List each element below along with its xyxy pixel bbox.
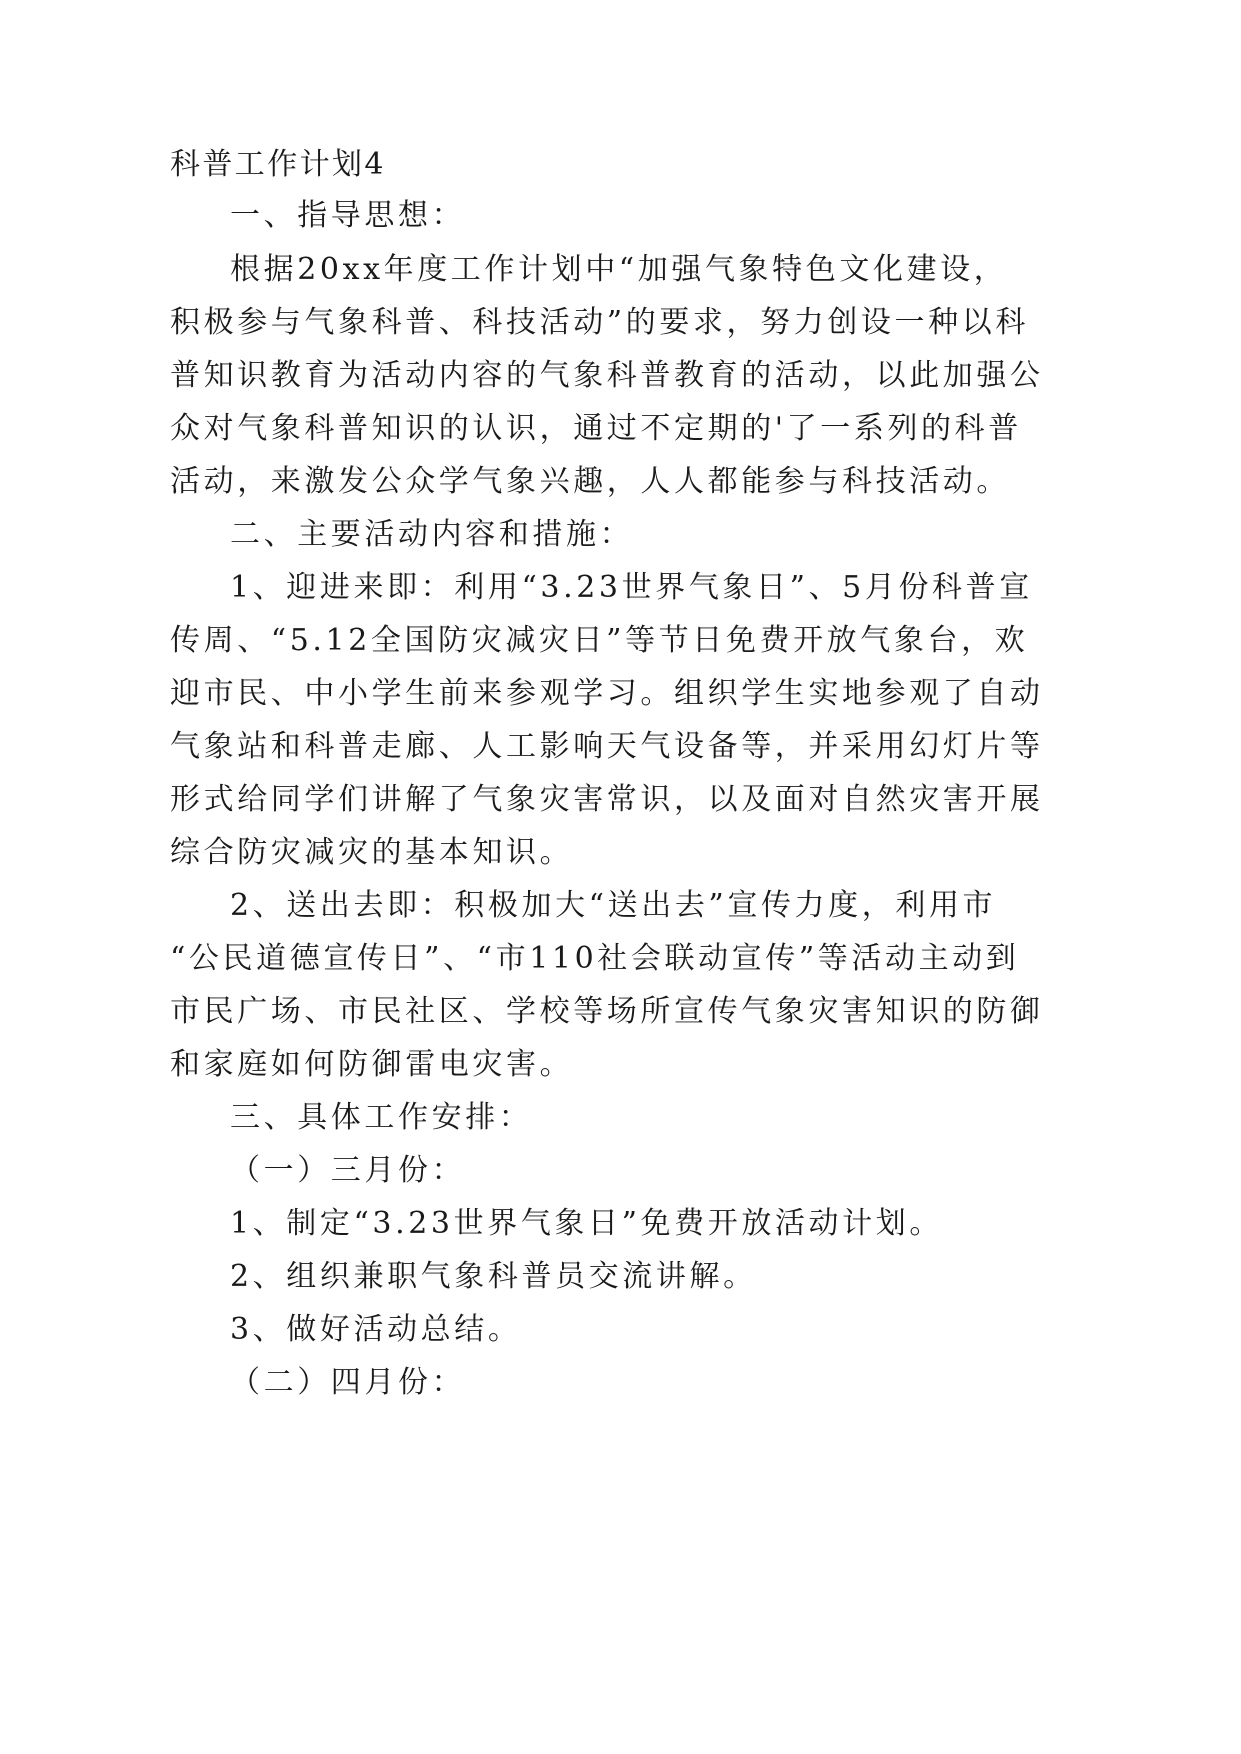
paragraph-line: 市民广场、市民社区、学校等场所宣传气象灾害知识的防御 — [170, 994, 1044, 1029]
paragraph-line: 迎市民、中小学生前来参观学习。组织学生实地参观了自动 — [170, 676, 1044, 711]
list-item: 3、做好活动总结。 — [230, 1312, 522, 1347]
subheading-march: （一）三月份： — [230, 1153, 466, 1188]
paragraph-line: 2、送出去即：积极加大“送出去”宣传力度，利用市 — [230, 888, 997, 923]
list-item: 1、制定“3.23世界气象日”免费开放活动计划。 — [230, 1206, 943, 1241]
paragraph-line: 形式给同学们讲解了气象灾害常识，以及面对自然灾害开展 — [170, 782, 1044, 817]
document-title: 科普工作计划4 — [170, 147, 386, 182]
paragraph-line: 和家庭如何防御雷电灾害。 — [170, 1047, 574, 1082]
paragraph-line: 气象站和科普走廊、人工影响天气设备等，并采用幻灯片等 — [170, 729, 1044, 764]
paragraph-line: “公民道德宣传日”、“市110社会联动宣传”等活动主动到 — [170, 941, 1020, 976]
paragraph-line: 活动，来激发公众学气象兴趣，人人都能参与科技活动。 — [170, 464, 1010, 499]
heading-main-activities: 二、主要活动内容和措施： — [230, 517, 634, 552]
subheading-april: （二）四月份： — [230, 1365, 466, 1400]
paragraph-line: 综合防灾减灾的基本知识。 — [170, 835, 574, 870]
list-item: 2、组织兼职气象科普员交流讲解。 — [230, 1259, 757, 1294]
paragraph-line: 1、迎进来即：利用“3.23世界气象日”、5月份科普宣 — [230, 570, 1033, 605]
paragraph-line: 普知识教育为活动内容的气象科普教育的活动，以此加强公 — [170, 358, 1044, 393]
paragraph-line: 传周、“5.12全国防灾减灾日”等节日免费开放气象台，欢 — [170, 623, 1029, 658]
heading-guiding-thought: 一、指导思想： — [230, 198, 466, 233]
paragraph-line: 积极参与气象科普、科技活动”的要求，努力创设一种以科 — [170, 305, 1029, 340]
paragraph-line: 众对气象科普知识的认识，通过不定期的'了一系列的科普 — [170, 411, 1022, 446]
heading-work-arrangement: 三、具体工作安排： — [230, 1100, 533, 1135]
paragraph-line: 根据20xx年度工作计划中“加强气象特色文化建设， — [230, 252, 1008, 287]
